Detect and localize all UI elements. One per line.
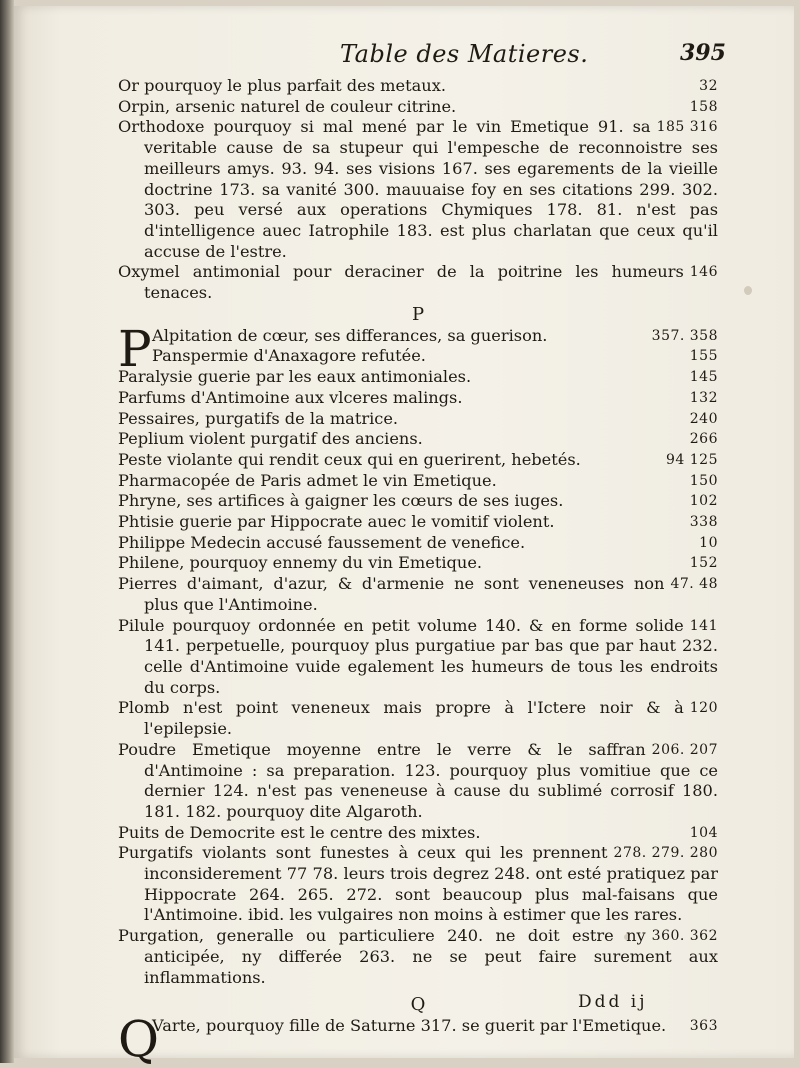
entry-text: Purgatifs violants sont funestes à ceux qui les prennent inconsiderement 77 78. leurs trois degrez 248. ont esté pratiquez par Hippocrate 264. 265. 272. sont beaucoup plus mal-faisans que l'Antimoine. ibid. les vulgaires non moins à estimer que les rares. — [118, 843, 718, 925]
entry-text: Pessaires, purgatifs de la matrice. — [118, 408, 399, 428]
entry-text: Varte, pourquoy fille de Saturne 317. se guerit par l'Emetique. — [152, 1016, 667, 1036]
entry-text: Pierres d'aimant, d'azur, & d'armenie ne sont veneneuses non plus que l'Antimoine. — [118, 574, 665, 614]
page-reference: 47. 48 — [670, 576, 718, 593]
catchword: Ddd ij — [578, 992, 648, 1012]
entry-text: Puits de Democrite est le centre des mixtes. — [118, 822, 481, 842]
page-reference: 357. 358 — [651, 327, 718, 344]
page-reference: 102 — [689, 493, 718, 510]
page-reference: 32 — [699, 78, 718, 94]
page-reference: 104 — [689, 824, 718, 841]
page-reference: 360. 362 — [651, 928, 718, 945]
section-letter: P — [411, 303, 425, 325]
ink-blot — [744, 286, 752, 295]
page-reference: 120 — [689, 700, 718, 717]
entry-text: Pilule pourquoy ordonnée en petit volume 140. & en forme solide 141. perpetuelle, pourquoy plus purgatiue par bas que par haut 232. celle d'Antimoine vuide egalement les humeurs de tous les endroits du corps. — [118, 615, 718, 697]
entry-text: Purgation, generalle ou particuliere 240. ne doit estre ny anticipée, ny differée 263. ne se peut faire surement aux inflammations. — [118, 926, 718, 987]
section-letter: Q — [410, 994, 426, 1016]
entry-text: Parfums d'Antimoine aux vlceres malings. — [118, 387, 463, 407]
entry-text: Philippe Medecin accusé faussement de venefice. — [118, 532, 526, 552]
drop-cap: P — [118, 319, 152, 378]
page-reference: 206. 207 — [651, 741, 718, 758]
index-entry — [118, 346, 718, 367]
index-entry — [118, 491, 718, 512]
entry-text: Oxymel antimonial pour deraciner de la poitrine les humeurs tenaces. — [118, 262, 684, 303]
index-entry — [118, 698, 718, 739]
page-reference: 185 316 — [656, 119, 718, 136]
index-entry — [118, 450, 718, 471]
page-reference: 278. 279. 280 — [613, 845, 718, 862]
book-gutter — [0, 0, 14, 1063]
entry-text: Paralysie guerie par les eaux antimoniales. — [118, 367, 472, 387]
page-reference: 266 — [689, 431, 718, 448]
entry-text: Phryne, ses artifices à gaigner les cœurs de ses iuges. — [118, 491, 564, 511]
page-reference: 145 — [689, 369, 718, 386]
page-number: 395 — [680, 40, 726, 66]
entry-text: Peste violante qui rendit ceux qui en guerirent, hebetés. — [118, 449, 581, 469]
index-entry — [118, 388, 718, 409]
entry-text: Pharmacopée de Paris admet le vin Emetique. — [118, 470, 497, 490]
entry-text: Phtisie guerie par Hippocrate auec le vomitif violent. — [118, 512, 555, 532]
index-entry-initial — [118, 1010, 718, 1068]
entry-text: Plomb n'est point veneneux mais propre à l'Ictere noir & à l'epilepsie. — [118, 698, 684, 739]
page-reference: 132 — [689, 389, 718, 406]
index-entry — [118, 616, 718, 699]
page-reference: 150 — [689, 472, 718, 489]
page-reference: 155 — [689, 348, 718, 365]
page-reference: 338 — [689, 514, 718, 531]
index-entry — [118, 533, 718, 554]
index-entry — [118, 574, 718, 615]
entry-text: Orpin, arsenic naturel de couleur citrine. — [118, 96, 457, 116]
index-entry — [118, 512, 718, 533]
index-entry — [118, 76, 718, 97]
index-entry — [118, 409, 718, 430]
index-entry — [118, 262, 718, 303]
index-entry — [118, 367, 718, 388]
index-entry — [118, 740, 718, 823]
entry-text: Poudre Emetique moyenne entre le verre & le saffran d'Antimoine : sa preparation. 123. pourquoy plus vomitiue que ce dernier 124. n'est pas veneneuse à cause du sublimé corrosif 180. 181. 182. pourquoy dite Algaroth. — [118, 739, 718, 821]
entry-text: Philene, pourquoy ennemy du vin Emetique. — [118, 553, 483, 573]
entry-text: Panspermie d'Anaxagore refutée. — [152, 346, 426, 366]
index-entry — [118, 926, 718, 988]
page-reference: 152 — [689, 555, 718, 572]
drop-cap: Q — [118, 1010, 159, 1068]
page-reference: 141 — [689, 617, 718, 634]
entry-text: Alpitation de cœur, ses differances, sa guerison. — [152, 325, 548, 345]
page-reference: 158 — [689, 98, 718, 115]
index-entry — [118, 429, 718, 450]
page-reference: 94 125 — [666, 451, 718, 468]
index-entry — [118, 117, 718, 262]
entry-text: Or pourquoy le plus parfait des metaux. — [118, 76, 446, 95]
page-reference: 10 — [699, 534, 718, 551]
index-entries — [118, 76, 718, 1068]
index-entry — [118, 471, 718, 492]
entry-text: Peplium violent purgatif des anciens. — [118, 429, 423, 449]
page-reference: 240 — [689, 410, 718, 427]
index-entry — [118, 553, 718, 574]
entry-text: Orthodoxe pourquoy si mal mené par le vin Emetique 91. sa veritable cause de sa stupeur qui l'empesche de reconnoistre ses meilleurs amys. 93. 94. ses visions 167. ses egarements de la vieille doctrine 173. sa vanité 300. mauuaise foy en ses citations 299. 302. 303. peu versé aux operations Chymiques 178. 81. n'est pas d'intelligence auec Iatrophile 183. est plus charlatan que ceux qu'il accuse de l'estre. — [118, 117, 718, 261]
index-entry — [118, 843, 718, 926]
index-entry — [118, 823, 718, 844]
running-head-title: Table des Matieres. — [340, 40, 589, 68]
page-reference: 146 — [689, 264, 718, 281]
page-reference: 363 — [689, 1018, 718, 1035]
index-entry — [118, 97, 718, 118]
